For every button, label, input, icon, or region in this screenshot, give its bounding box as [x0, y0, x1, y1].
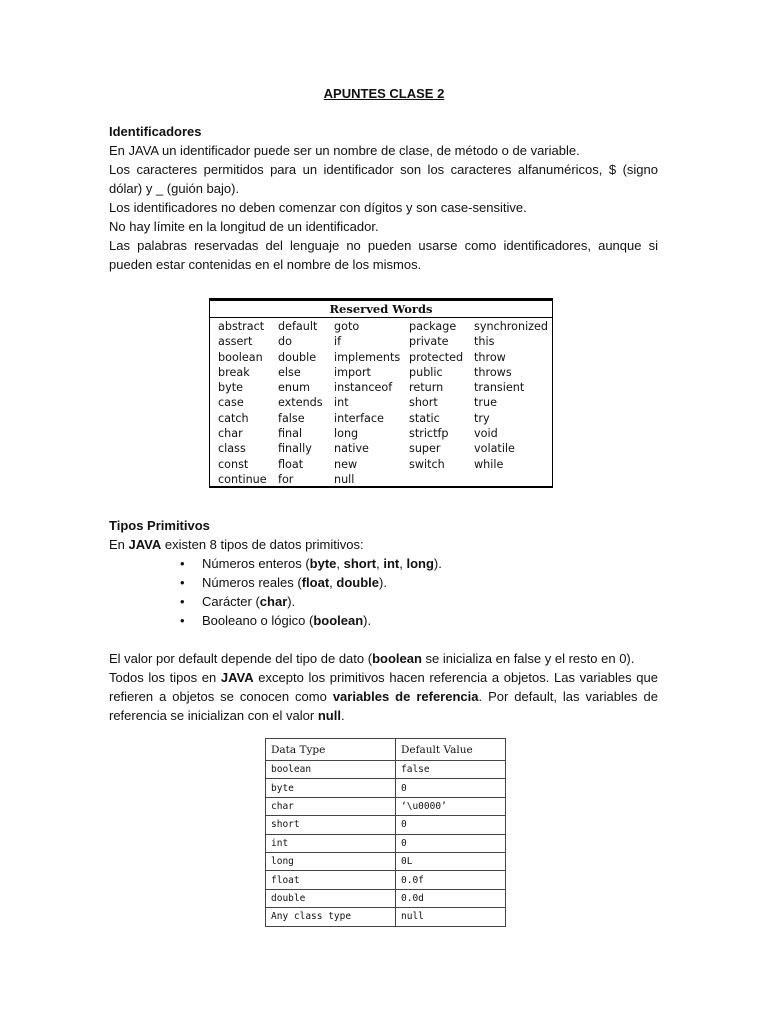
reserved-word: static	[409, 411, 440, 425]
table-row	[266, 797, 506, 815]
ident-line-4: No hay límite en la longitud de un identificador.	[109, 219, 379, 234]
reserved-words-title: Reserved Words	[210, 301, 552, 318]
java-keyword: JAVA	[128, 537, 162, 552]
reserved-word: throws	[474, 365, 512, 379]
reserved-word: boolean	[218, 350, 263, 364]
table-row	[266, 889, 506, 907]
reserved-words-table	[209, 298, 553, 488]
default-paragraph-2: Todos los tipos en JAVA excepto los primitivos hacen referencia a objetos. Las variables que refieren a objetos se conocen como variables de referencia. Por default, las variables de referencia se inicializan con el valor null.	[109, 670, 658, 723]
reserved-word: else	[278, 365, 301, 379]
reserved-word: class	[218, 442, 246, 456]
default-value-cell: ‘\u0000’	[396, 797, 506, 815]
identificadores-heading: Identificadores	[109, 124, 202, 139]
reserved-word: package	[409, 320, 457, 333]
default-value-cell: 0	[396, 834, 506, 852]
reserved-word: byte	[218, 381, 243, 395]
default-value-cell: 0.0f	[396, 871, 506, 889]
default-value-cell: null	[396, 908, 506, 926]
reserved-word: extends	[278, 396, 323, 410]
data-type-cell: Any class type	[266, 908, 396, 926]
default-value-cell: 0	[396, 816, 506, 834]
table-header-row	[266, 739, 506, 761]
reserved-word: return	[409, 381, 444, 395]
reserved-word: volatile	[474, 442, 515, 456]
reserved-word: this	[474, 335, 495, 349]
ident-line-2: Los caracteres permitidos para un identificador son los caracteres alfanuméricos, $ (signo dólar) y _ (guión bajo).	[109, 162, 658, 196]
tipos-heading: Tipos Primitivos	[109, 518, 210, 533]
reserved-word: long	[334, 427, 359, 441]
reserved-word: void	[474, 427, 498, 441]
list-item: • Números reales (float, double).	[180, 573, 658, 592]
table-row	[266, 834, 506, 852]
table-row	[266, 779, 506, 797]
reserved-word: import	[334, 365, 371, 379]
list-item: • Carácter (char).	[180, 592, 658, 611]
default-value-cell: 0	[396, 779, 506, 797]
column-header-data-type: Data Type	[266, 739, 396, 761]
reserved-words-grid	[210, 318, 552, 487]
reserved-word: abstract	[218, 320, 265, 333]
list-item: • Números enteros (byte, short, int, long).	[180, 554, 658, 573]
data-type-cell: double	[266, 889, 396, 907]
reserved-word: catch	[218, 411, 249, 425]
default-value-cell: 0.0d	[396, 889, 506, 907]
data-type-cell: int	[266, 834, 396, 852]
reserved-word: implements	[334, 350, 401, 364]
data-type-cell: short	[266, 816, 396, 834]
reserved-word: throw	[474, 350, 506, 364]
default-value-cell: 0L	[396, 852, 506, 870]
reserved-word: if	[334, 335, 342, 349]
reserved-word	[474, 472, 562, 487]
data-type-cell: byte	[266, 779, 396, 797]
document-title: APUNTES CLASE 2	[323, 86, 445, 101]
reserved-word: native	[334, 442, 369, 456]
reserved-word: strictfp	[409, 427, 449, 441]
data-type-cell: float	[266, 871, 396, 889]
reserved-word: protected	[409, 350, 464, 364]
reserved-word: true	[474, 396, 497, 410]
reserved-word: finally	[278, 442, 312, 456]
reserved-word: super	[409, 442, 441, 456]
data-type-cell: boolean	[266, 761, 396, 779]
reserved-word: switch	[409, 457, 445, 471]
ident-line-1: En JAVA un identificador puede ser un nombre de clase, de método o de variable.	[109, 143, 580, 158]
reserved-word: short	[409, 396, 438, 410]
default-values-section	[109, 649, 658, 725]
reserved-word	[409, 472, 474, 487]
list-item: • Booleano o lógico (boolean).	[180, 611, 658, 630]
reserved-word: const	[218, 457, 249, 471]
default-values-table	[265, 738, 506, 927]
reserved-word: private	[409, 335, 449, 349]
reserved-word: for	[278, 472, 294, 486]
tipos-primitivos-section	[109, 516, 658, 630]
reserved-word: float	[278, 457, 304, 471]
ident-line-5: Las palabras reservadas del lenguaje no pueden usarse como identificadores, aunque si pueden estar contenidas en el nombre de los mismos.	[109, 238, 658, 272]
reserved-word: null	[334, 472, 355, 486]
reserved-word: continue	[218, 472, 267, 486]
table-row	[266, 761, 506, 779]
identificadores-section	[109, 122, 658, 274]
reserved-word: do	[278, 335, 292, 349]
data-type-cell: long	[266, 852, 396, 870]
reserved-word: instanceof	[334, 381, 393, 395]
tipos-intro: En JAVA existen 8 tipos de datos primitivos:	[109, 537, 364, 552]
default-values-body	[266, 761, 506, 927]
reserved-word: false	[278, 411, 305, 425]
reserved-word: interface	[334, 411, 384, 425]
reserved-word: public	[409, 365, 443, 379]
reserved-word: char	[218, 427, 243, 441]
default-value-cell: false	[396, 761, 506, 779]
table-row	[266, 871, 506, 889]
table-row	[266, 816, 506, 834]
reserved-word: int	[334, 396, 349, 410]
reserved-word: final	[278, 427, 303, 441]
default-paragraph-1: El valor por default depende del tipo de dato (boolean se inicializa en false y el resto en 0).	[109, 651, 635, 666]
primitive-types-list	[180, 554, 658, 630]
reserved-word: goto	[334, 320, 360, 333]
reserved-word: new	[334, 457, 358, 471]
table-row	[266, 908, 506, 926]
reserved-word: double	[278, 350, 317, 364]
reserved-word: try	[474, 411, 490, 425]
reserved-word: assert	[218, 335, 253, 349]
reserved-word: synchronized	[474, 320, 549, 333]
reserved-word: case	[218, 396, 244, 410]
table-row	[266, 852, 506, 870]
reserved-word: enum	[278, 381, 310, 395]
reserved-word: break	[218, 365, 250, 379]
data-type-cell: char	[266, 797, 396, 815]
reserved-word: while	[474, 457, 504, 471]
reserved-word: transient	[474, 381, 525, 395]
column-header-default-value: Default Value	[396, 739, 506, 761]
ident-line-3: Los identificadores no deben comenzar con dígitos y son case-sensitive.	[109, 200, 527, 215]
reserved-word: default	[278, 320, 318, 333]
